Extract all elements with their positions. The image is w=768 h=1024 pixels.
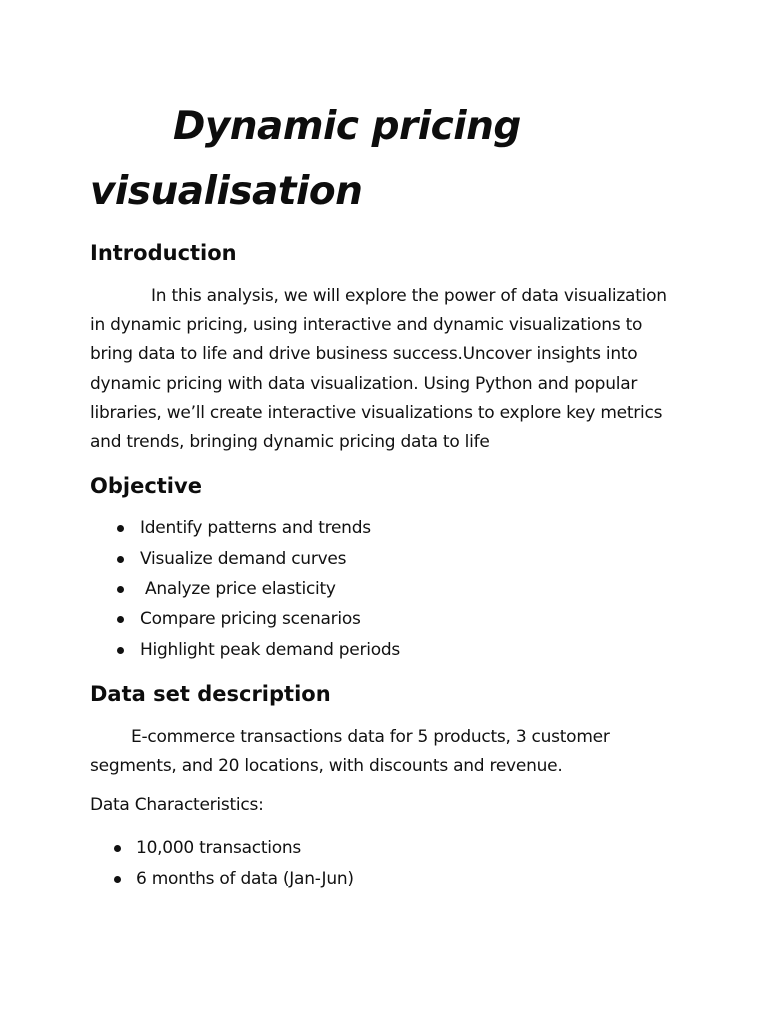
bullet-icon — [117, 616, 124, 623]
title-line-1: Dynamic pricing — [173, 104, 521, 149]
characteristic-text: 10,000 transactions — [136, 837, 302, 858]
characteristics-label: Data Characteristics: — [90, 794, 264, 815]
bullet-icon — [117, 525, 124, 532]
bullet-icon — [114, 845, 121, 852]
list-item — [90, 635, 678, 665]
introduction-heading: Introduction — [90, 241, 237, 265]
document-title — [90, 94, 678, 224]
introduction-paragraph — [90, 282, 678, 457]
list-item — [90, 544, 678, 574]
objective-list — [90, 513, 678, 665]
introduction-text: In this analysis, we will explore the power of data visualization in dynamic pricing, using interactive and dynamic visualizations to bring data to life and drive business success.Uncover insights into dynamic pricing with data visualization. Using Python and popular libraries, we’ll create interactive visualizations to explore key metrics and trends, bringing dynamic pricing data to life — [90, 286, 667, 453]
list-item — [90, 864, 678, 896]
objective-item-text: Visualize demand curves — [140, 548, 347, 569]
objective-item-text: Highlight peak demand periods — [140, 639, 401, 660]
dataset-paragraph — [90, 723, 678, 781]
list-item — [90, 604, 678, 634]
dataset-heading: Data set description — [90, 682, 331, 707]
list-item — [90, 513, 678, 543]
dataset-text: E-commerce transactions data for 5 products, 3 customer segments, and 20 locations, with discounts and revenue. — [90, 727, 610, 777]
bullet-icon — [114, 876, 121, 883]
bullet-icon — [117, 556, 124, 563]
objective-heading: Objective — [90, 474, 202, 499]
characteristics-list — [90, 833, 678, 896]
characteristic-text: 6 months of data (Jan-Jun) — [136, 869, 354, 890]
list-item — [90, 574, 678, 604]
objective-item-text: Identify patterns and trends — [140, 518, 371, 539]
title-line-2: visualisation — [90, 169, 363, 214]
list-item — [90, 833, 678, 865]
objective-item-text: Analyze price elasticity — [145, 579, 336, 600]
bullet-icon — [117, 586, 124, 593]
objective-item-text: Compare pricing scenarios — [140, 609, 361, 630]
bullet-icon — [117, 647, 124, 654]
